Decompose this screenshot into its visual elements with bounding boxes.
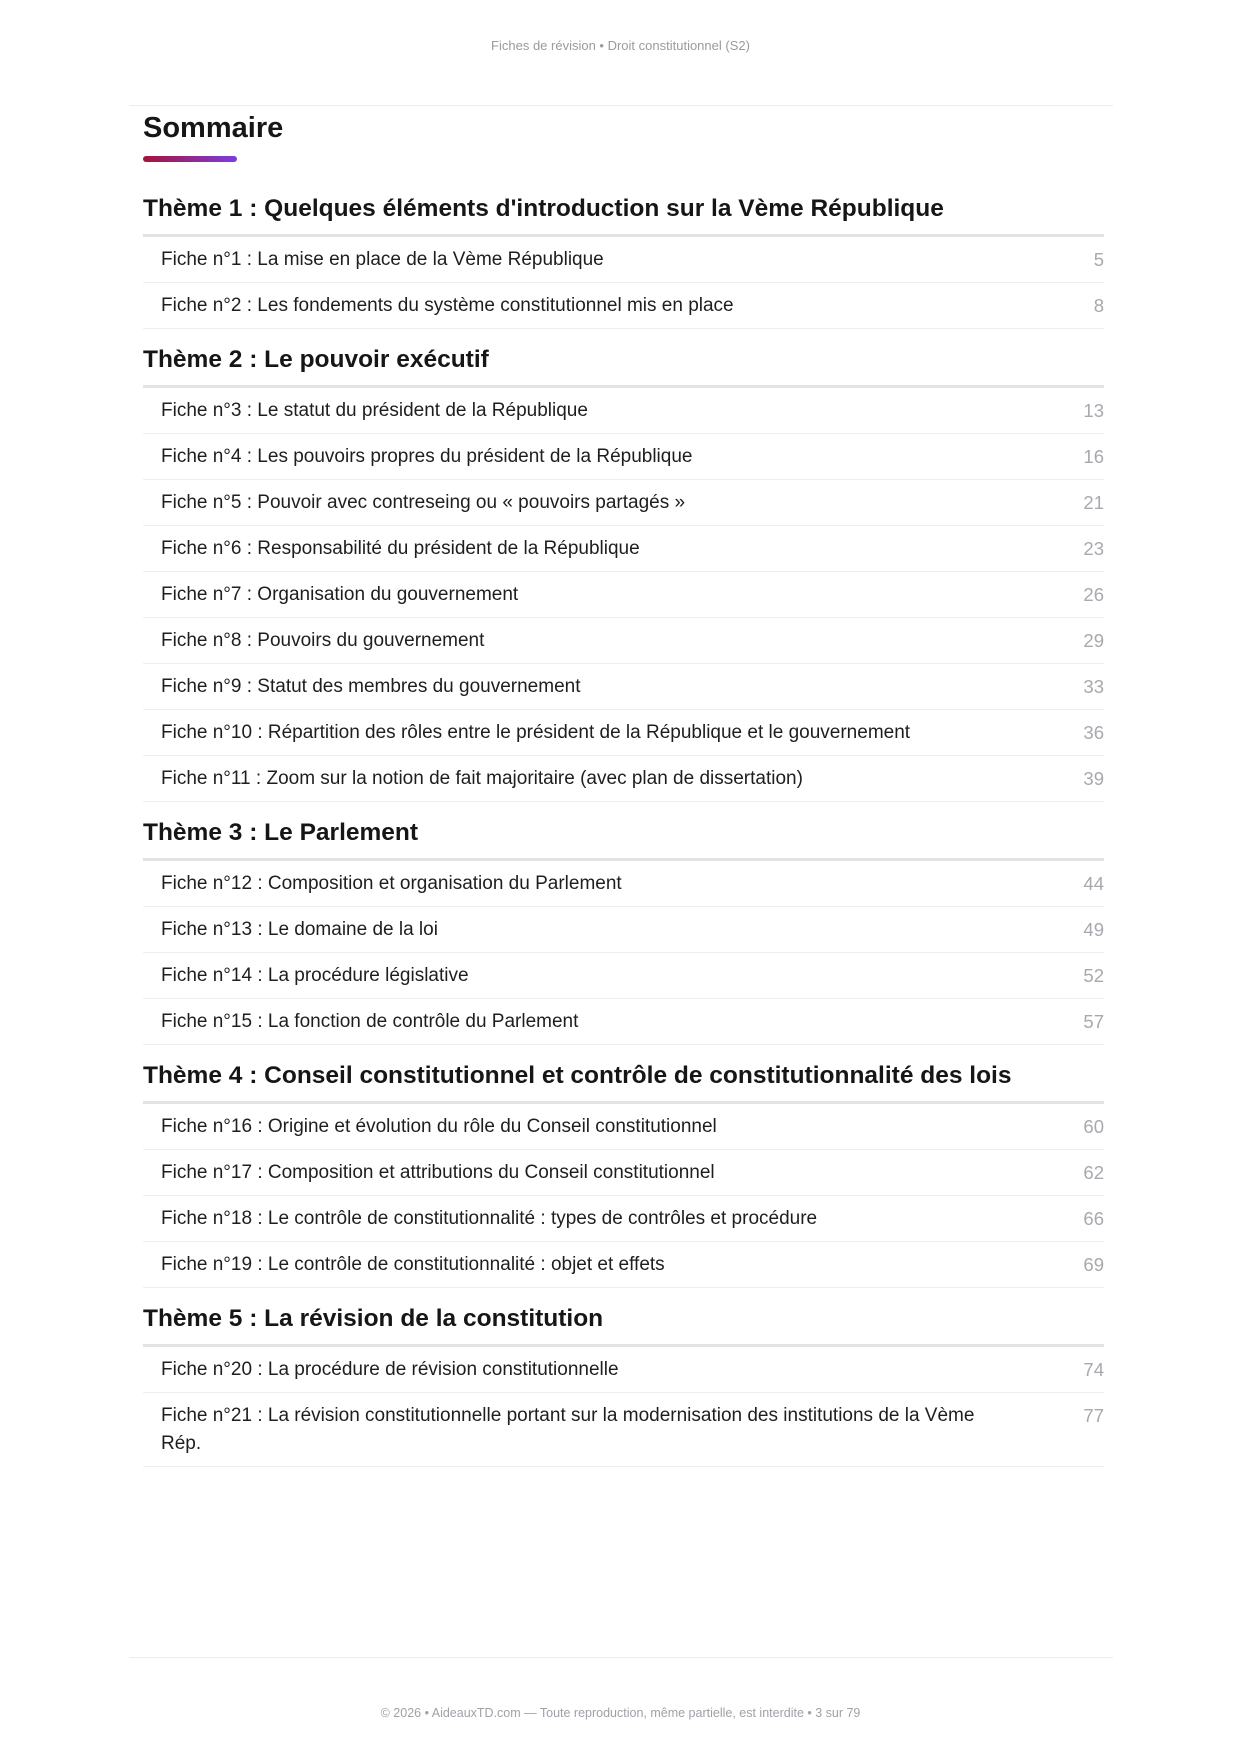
toc-entry[interactable] [143, 388, 1104, 434]
toc-entry-label: Fiche n°18 : Le contrôle de constitutionnalité : types de contrôles et procédure [161, 1208, 818, 1229]
running-header: Fiches de révision • Droit constitutionnel (S2) [491, 38, 750, 53]
toc-entry-label: Fiche n°19 : Le contrôle de constitutionnalité : objet et effets [161, 1254, 665, 1275]
toc-entry-page-number: 74 [1083, 1359, 1104, 1380]
toc-entry[interactable] [143, 1196, 1104, 1242]
toc-entry-label: Fiche n°5 : Pouvoir avec contreseing ou « pouvoirs partagés » [161, 492, 686, 513]
toc-entry[interactable] [143, 283, 1104, 329]
toc-entry[interactable] [143, 861, 1104, 907]
theme-title: Thème 1 : Quelques éléments d'introduction sur la Vème République [143, 192, 1104, 237]
theme-section [143, 816, 1104, 1045]
toc-entry[interactable] [143, 907, 1104, 953]
toc-entry-page-number: 5 [1093, 249, 1104, 270]
toc-entry-page-number: 39 [1083, 768, 1104, 789]
toc-entry-label: Fiche n°8 : Pouvoirs du gouvernement [161, 630, 485, 651]
toc-entry[interactable] [143, 1104, 1104, 1150]
toc-entry-page-number: 49 [1083, 919, 1104, 940]
toc-entry[interactable] [143, 1150, 1104, 1196]
toc-entry[interactable] [143, 999, 1104, 1045]
toc-entry-label: Fiche n°13 : Le domaine de la loi [161, 919, 438, 940]
theme-section [143, 343, 1104, 802]
toc-entry-page-number: 62 [1083, 1162, 1104, 1183]
theme-section [143, 1059, 1104, 1288]
toc-entry-label: Fiche n°7 : Organisation du gouvernement [161, 584, 519, 605]
toc-entry[interactable] [143, 1393, 1104, 1467]
page-title: Sommaire [143, 112, 284, 144]
toc-entry[interactable] [143, 1347, 1104, 1393]
toc-entry[interactable] [143, 434, 1104, 480]
theme-section [143, 192, 1104, 329]
toc-entry[interactable] [143, 618, 1104, 664]
theme-title: Thème 5 : La révision de la constitution [143, 1302, 1104, 1347]
header-divider [129, 105, 1113, 106]
toc-entry-label: Fiche n°17 : Composition et attributions du Conseil constitutionnel [161, 1162, 715, 1183]
toc-entry-label: Fiche n°20 : La procédure de révision constitutionnelle [161, 1359, 619, 1380]
toc-entry-page-number: 44 [1083, 873, 1104, 894]
toc-entry[interactable] [143, 480, 1104, 526]
toc-entry-label: Fiche n°9 : Statut des membres du gouvernement [161, 676, 581, 697]
toc-entry-page-number: 36 [1083, 722, 1104, 743]
toc-entry[interactable] [143, 710, 1104, 756]
toc-entry-label: Fiche n°1 : La mise en place de la Vème République [161, 249, 604, 270]
themes-list [143, 192, 1104, 1467]
toc-entry-page-number: 77 [1083, 1405, 1104, 1426]
toc-entry-page-number: 66 [1083, 1208, 1104, 1229]
table-of-contents [143, 108, 1104, 1467]
toc-entry-page-number: 13 [1083, 400, 1104, 421]
toc-entry-page-number: 29 [1083, 630, 1104, 651]
toc-entry-label: Fiche n°16 : Origine et évolution du rôle du Conseil constitutionnel [161, 1116, 717, 1137]
toc-entry-label: Fiche n°14 : La procédure législative [161, 965, 469, 986]
toc-entry-page-number: 57 [1083, 1011, 1104, 1032]
toc-entry[interactable] [143, 953, 1104, 999]
footer-divider [129, 1657, 1113, 1658]
toc-entry[interactable] [143, 664, 1104, 710]
theme-section [143, 1302, 1104, 1467]
toc-entry[interactable] [143, 572, 1104, 618]
theme-title: Thème 2 : Le pouvoir exécutif [143, 343, 1104, 388]
theme-title: Thème 3 : Le Parlement [143, 816, 1104, 861]
toc-entry-page-number: 8 [1093, 295, 1104, 316]
toc-entry-page-number: 23 [1083, 538, 1104, 559]
toc-entry-page-number: 60 [1083, 1116, 1104, 1137]
toc-entry-label: Fiche n°6 : Responsabilité du président de la République [161, 538, 640, 559]
title-accent-bar [143, 156, 237, 162]
toc-entry-label: Fiche n°4 : Les pouvoirs propres du président de la République [161, 446, 693, 467]
toc-entry-label: Fiche n°11 : Zoom sur la notion de fait majoritaire (avec plan de dissertation) [161, 768, 803, 789]
toc-entry-label: Fiche n°10 : Répartition des rôles entre le président de la République et le gouvernement [161, 722, 911, 743]
toc-entry-label: Fiche n°15 : La fonction de contrôle du Parlement [161, 1011, 579, 1032]
page-footer: © 2026 • AideauxTD.com — Toute reproduction, même partielle, est interdite • 3 sur 79 [380, 1706, 861, 1720]
toc-entry-label: Fiche n°12 : Composition et organisation du Parlement [161, 873, 622, 894]
toc-entry-label: Fiche n°2 : Les fondements du système constitutionnel mis en place [161, 295, 734, 316]
toc-entry-page-number: 26 [1083, 584, 1104, 605]
theme-title: Thème 4 : Conseil constitutionnel et contrôle de constitutionnalité des lois [143, 1059, 1104, 1104]
toc-entry-page-number: 33 [1083, 676, 1104, 697]
toc-entry-label: Fiche n°3 : Le statut du président de la République [161, 400, 588, 421]
toc-entry[interactable] [143, 1242, 1104, 1288]
toc-entry-page-number: 21 [1083, 492, 1104, 513]
toc-entry[interactable] [143, 237, 1104, 283]
toc-entry-page-number: 16 [1083, 446, 1104, 467]
toc-entry-label: Fiche n°21 : La révision constitutionnelle portant sur la modernisation des institutions de la Vème Rép. [161, 1405, 975, 1454]
toc-entry[interactable] [143, 526, 1104, 572]
toc-entry-page-number: 52 [1083, 965, 1104, 986]
toc-entry[interactable] [143, 756, 1104, 802]
toc-entry-page-number: 69 [1083, 1254, 1104, 1275]
